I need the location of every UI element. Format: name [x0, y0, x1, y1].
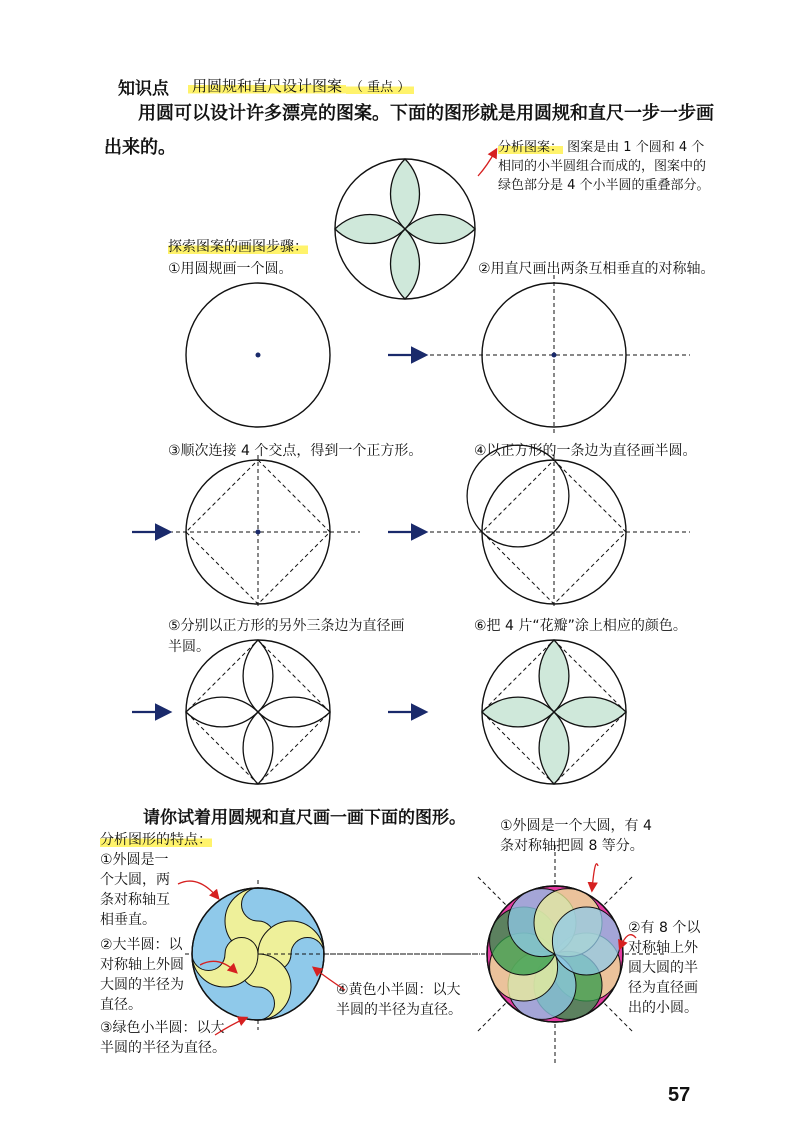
- semicircle: [467, 445, 554, 532]
- intro-line-1: 用圆可以设计许多漂亮的图案。下面的图形就是用圆规和直尺一步一步画: [138, 103, 714, 124]
- analysis-text-3: 绿色部分是 4 个小半圆的重叠部分。: [498, 178, 710, 193]
- pointer-arrow: [215, 1018, 246, 1035]
- finished-pattern-figure: [335, 159, 475, 299]
- step-6: ⑥把 4 片“花瓣”涂上相应的颜色。: [474, 618, 687, 634]
- step-4: ④以正方形的一条边为直径画半圆。: [474, 443, 697, 459]
- left-analysis-label: 分析图形的特点：: [100, 832, 212, 848]
- explore-label: 探索图案的画图步骤：: [168, 239, 308, 255]
- knowledge-point-title: 用圆规和直尺设计图案: [188, 77, 346, 95]
- right-note-1-line: 条对称轴把圆 8 等分。: [500, 838, 644, 854]
- step-4-figure: [430, 445, 690, 608]
- left-note-2-line: ②大半圆：以: [100, 937, 183, 953]
- step-6-figure: [482, 640, 626, 784]
- step-2-figure: [430, 275, 690, 435]
- left-note-1-line: 相垂直。: [100, 912, 156, 928]
- center-dot: [552, 353, 557, 358]
- analysis-text-1: 图案是由 1 个圆和 4 个: [567, 140, 705, 155]
- step-5: ⑤分别以正方形的另外三条边为直径画: [168, 618, 405, 634]
- right-note-2-line: 圆大圆的半: [628, 960, 698, 976]
- step-3: ③顺次连接 4 个交点，得到一个正方形。: [168, 443, 423, 459]
- small-circle: [552, 907, 620, 975]
- step-1-figure: [186, 283, 330, 427]
- step-5-continued: 半圆。: [168, 639, 210, 655]
- center-dot: [256, 530, 261, 535]
- left-note-3-line: ③绿色小半圆：以大: [100, 1020, 225, 1036]
- try-title: 请你试着用圆规和直尺画一画下面的图形。: [143, 808, 466, 828]
- right-note-1-line: ①外圆是一个大圆，有 4: [500, 818, 652, 834]
- right-note-2-line: ②有 8 个以: [628, 920, 701, 936]
- pointer-arrow: [178, 881, 218, 898]
- pointer-arrow: [478, 150, 496, 176]
- intro-line-2: 出来的。: [104, 137, 176, 158]
- left-note-2-line: 对称轴上外圆: [100, 957, 184, 973]
- left-note-4-line: ④黄色小半圆：以大: [336, 982, 461, 998]
- left-note-1-line: ①外圆是一: [100, 852, 169, 868]
- center-dot: [256, 353, 261, 358]
- left-note-1-line: 个大圆，两: [100, 872, 170, 888]
- page-number: 57: [668, 1084, 691, 1106]
- left-note-2-line: 大圆的半径为: [100, 977, 184, 993]
- right-note-2-line: 出的小圆。: [628, 1000, 698, 1016]
- analysis-text-2: 相同的小半圆组合而成的，图案中的: [498, 159, 707, 174]
- pointer-arrow: [592, 864, 598, 890]
- pinwheel-figure: [185, 880, 480, 1030]
- left-note-1-line: 条对称轴互: [100, 892, 170, 908]
- knowledge-point-note: （ 重点 ）: [346, 80, 414, 95]
- flow-arrows: [132, 355, 424, 712]
- left-note-2-line: 直径。: [100, 997, 142, 1013]
- step-2: ②用直尺画出两条互相垂直的对称轴。: [478, 261, 715, 277]
- step-5-figure: [186, 640, 330, 784]
- knowledge-point-tag: 知识点: [118, 79, 169, 99]
- left-note-3-line: 半圆的半径为直径。: [100, 1040, 226, 1056]
- right-note-2-line: 对称轴上外: [628, 940, 698, 956]
- left-note-4-line: 半圆的半径为直径。: [336, 1002, 462, 1018]
- right-note-2-line: 径为直径画: [628, 980, 698, 996]
- step-1: ①用圆规画一个圆。: [168, 261, 293, 277]
- step-3-figure: [155, 455, 360, 608]
- analysis-label: 分析图案：: [498, 140, 564, 155]
- semicircle: [482, 460, 569, 547]
